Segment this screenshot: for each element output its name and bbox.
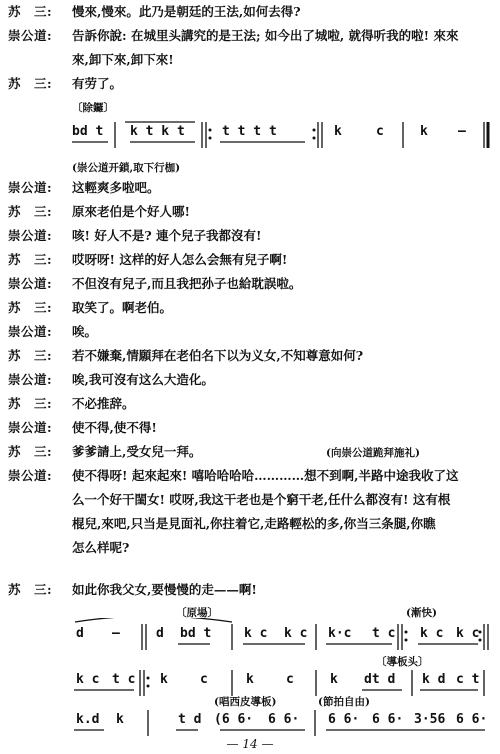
stage-note-jiepai: (節拍自由) <box>318 696 370 708</box>
speaker-name: 崇公道: <box>8 276 53 291</box>
speaker-name: 崇公道: <box>8 180 53 195</box>
rhythm-line-1 <box>0 118 500 158</box>
rhythm4-note-5: 6 6· <box>328 712 360 727</box>
dialogue-text: 原來老伯是个好人哪! <box>72 204 190 219</box>
rhythm3-note-9: c t <box>456 672 480 687</box>
dialogue-text: 不但沒有兒子,而且我把孙子也給耽誤啦。 <box>72 276 302 291</box>
rhythm3-note-0: k c <box>76 672 100 687</box>
rhythm3-note-4: k <box>246 672 254 687</box>
rhythm2-note-9: k c <box>456 626 480 641</box>
rhythm2-note-5: k c <box>284 626 308 641</box>
dialogue-text: 慢來,慢來。此乃是朝廷的王法,如何去得? <box>72 4 301 19</box>
dialogue-text: 唉,我可沒有这么大造化。 <box>72 372 214 387</box>
rhythm4-note-7: 3·56 <box>414 712 446 727</box>
rhythm3-note-1: t c <box>112 672 136 687</box>
dialogue-text: 棍兒,來吧,只当是見面礼,你拄着它,走路輕松的多,你当三条腿,你瞧 <box>72 516 436 531</box>
rhythm3-note-3: c <box>200 672 208 687</box>
rhythm1-note-2: t t t t <box>222 124 277 139</box>
speaker-name: 苏 三: <box>8 4 53 19</box>
dialogue-text: 哎呀呀! 这样的好人怎么会無有兒子啊! <box>72 252 288 267</box>
speaker-name: 苏 三: <box>8 300 53 315</box>
speaker-name: 崇公道: <box>8 28 53 43</box>
dialogue-text: 告訴你說: 在城里头講究的是王法; 如今出了城啦, 就得听我的啦! 來來 <box>72 28 459 43</box>
rhythm4-note-0: k.d <box>76 712 100 727</box>
stage-note-jiankuai: (漸快) <box>406 607 437 619</box>
rhythm2-note-6: k·c <box>328 626 352 641</box>
dialogue-text: 不必推辞。 <box>72 396 135 411</box>
rhythm2-note-2: d <box>156 626 164 641</box>
rhythm4-note-4: 6 6· <box>268 712 300 727</box>
rhythm4-note-2: t d <box>178 712 202 727</box>
speaker-name: 崇公道: <box>8 420 53 435</box>
dialogue-text: 取笑了。啊老伯。 <box>72 300 173 315</box>
rhythm1-note-3: k <box>334 124 342 139</box>
stage-note-kaijia: (崇公道开鎖,取下行枷) <box>72 162 181 174</box>
stage-note-changxipi: (唱西皮導板) <box>214 696 277 708</box>
rhythm3-note-7: dt d <box>364 672 396 687</box>
rhythm4-note-1: k <box>116 712 124 727</box>
rhythm2-note-1: — <box>112 626 120 641</box>
speaker-name: 苏 三: <box>8 444 53 459</box>
rhythm3-note-6: k <box>330 672 338 687</box>
rhythm2-note-0: d <box>76 626 84 641</box>
rhythm3-note-8: k d <box>422 672 446 687</box>
stage-note-yuanchang: 〔原場〕 <box>176 607 218 619</box>
dialogue-text: 么一个好干閨女! 哎呀,我这干老也是个窮干老,任什么都沒有! 这有根 <box>72 492 451 507</box>
speaker-name: 苏 三: <box>8 204 53 219</box>
speaker-name: 苏 三: <box>8 396 53 411</box>
speaker-name: 崇公道: <box>8 468 53 483</box>
dialogue-text: 咳! 好人不是? 連个兒子我都沒有! <box>72 228 262 243</box>
rhythm2-note-7: t c <box>372 626 396 641</box>
rhythm1-note-5: k <box>420 124 428 139</box>
dialogue-text: 使不得呀! 起來起來! 嘻哈哈哈哈…………想不到啊,半路中途我收了这 <box>72 468 459 483</box>
dialogue-text: 來,卸下來,卸下來! <box>72 52 174 67</box>
dialogue-text: 使不得,使不得! <box>72 420 157 435</box>
dialogue-text: 若不嫌棄,情願拜在老伯名下以为义女,不知尊意如何? <box>72 348 364 363</box>
stage-note-luoluo: 〔除鑼〕 <box>72 102 114 114</box>
rhythm2-note-3: bd t <box>180 626 212 641</box>
speaker-name: 崇公道: <box>8 372 53 387</box>
speaker-name: 崇公道: <box>8 324 53 339</box>
speaker-name: 苏 三: <box>8 348 53 363</box>
speaker-name: 苏 三: <box>8 252 53 267</box>
dialogue-text: 这輕爽多啦吧。 <box>72 180 160 195</box>
speaker-name: 苏 三: <box>8 76 53 91</box>
dialogue-text: 如此你我父女,要慢慢的走——啊! <box>72 582 257 597</box>
dialogue-text: 有劳了。 <box>72 76 123 91</box>
rhythm4-note-6: 6 6· <box>372 712 404 727</box>
rhythm1-note-1: k t k t <box>130 124 185 139</box>
rhythm3-note-2: k <box>160 672 168 687</box>
rhythm4-note-3: (6 6· <box>214 712 254 727</box>
page-number: — 14 — <box>226 737 274 751</box>
rhythm2-note-4: k c <box>244 626 268 641</box>
dialogue-text: 爹爹請上,受女兒一拜。 <box>72 444 202 459</box>
dialogue-text: 唉。 <box>72 324 98 339</box>
speaker-name: 苏 三: <box>8 582 53 597</box>
rhythm1-note-6: — <box>458 124 466 139</box>
speaker-name: 崇公道: <box>8 228 53 243</box>
dialogue-text: 怎么样呢? <box>72 540 130 555</box>
rhythm4-note-8: 6 6· <box>456 712 488 727</box>
rhythm1-note-0: bd t <box>72 124 104 139</box>
rhythm1-note-4: c <box>376 124 384 139</box>
rhythm3-note-5: c <box>286 672 294 687</box>
rhythm-line-2 <box>0 618 500 658</box>
stage-note-daobantou: 〔導板头〕 <box>376 656 429 668</box>
stage-direction: (向崇公道跪拜施礼) <box>326 447 420 459</box>
rhythm2-note-8: k c <box>420 626 444 641</box>
